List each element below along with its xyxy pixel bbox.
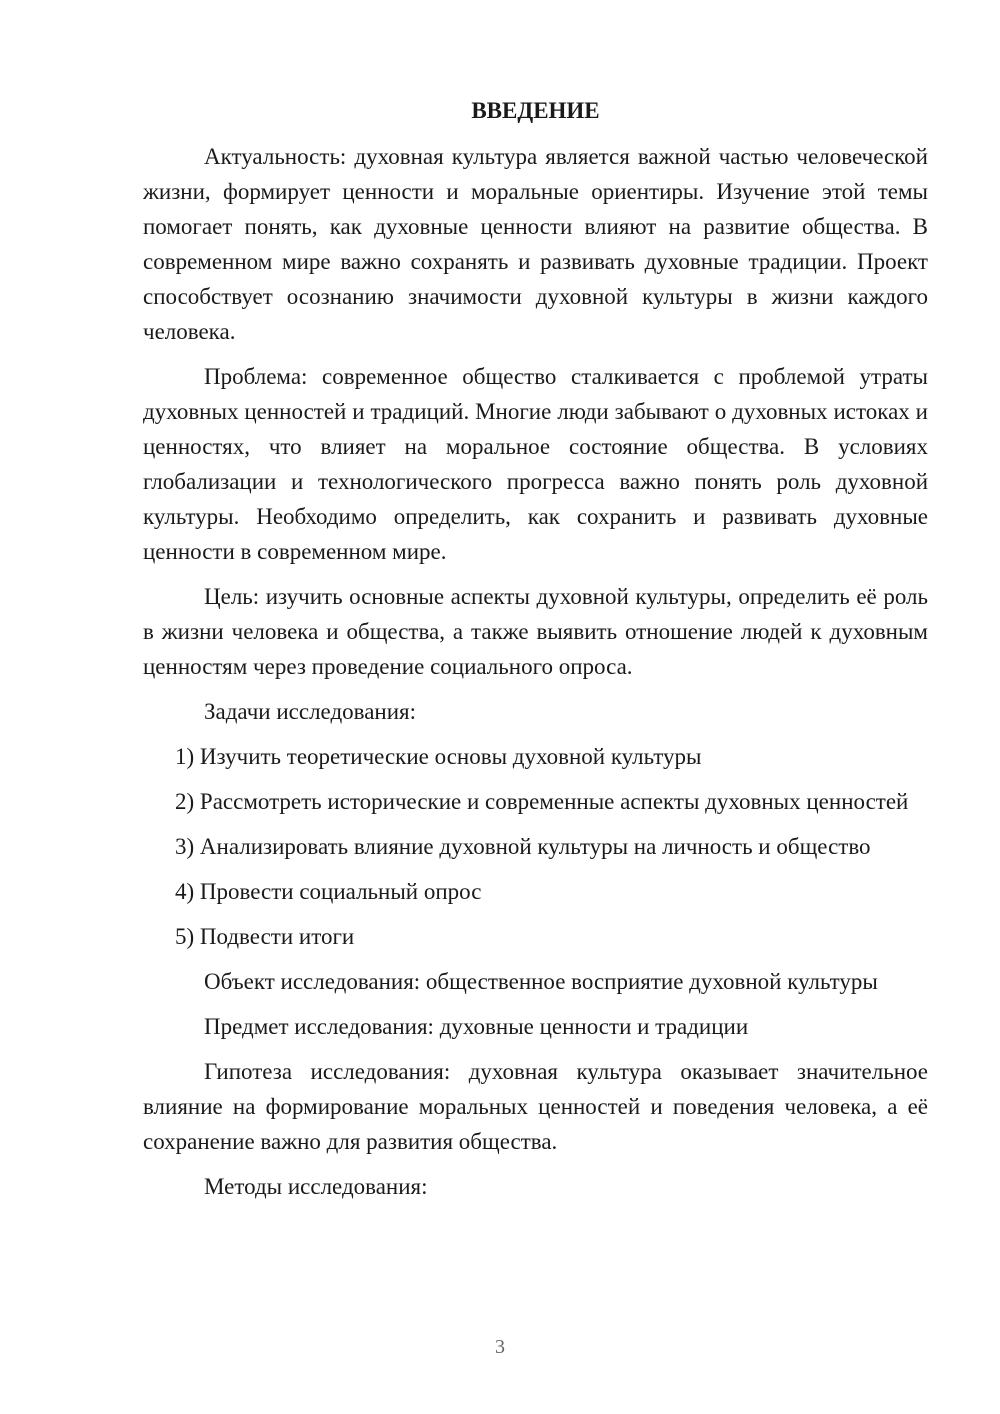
tasks-title: Задачи исследования:	[204, 699, 417, 724]
hypothesis-paragraph: Гипотеза исследования: духовная культура оказывает значительное влияние на формирование моральных ценностей и поведения человека, а её сохранение важно для развития общества.	[143, 1059, 928, 1154]
object-paragraph: Объект исследования: общественное восприятие духовной культуры	[204, 969, 878, 994]
task-item: 5) Подвести итоги	[175, 924, 355, 949]
task-item: 3) Анализировать влияние духовной культуры на личность и общество	[175, 834, 871, 859]
task-item: 4) Провести социальный опрос	[175, 879, 482, 904]
goal-paragraph: Цель: изучить основные аспекты духовной культуры, определить её роль в жизни человека и общества, а также выявить отношение людей к духовным ценностям через проведение социального опроса.	[143, 584, 928, 679]
task-item: 2) Рассмотреть исторические и современные аспекты духовных ценностей	[175, 789, 909, 814]
methods-paragraph: Методы исследования:	[204, 1174, 428, 1199]
section-heading: ВВЕДЕНИЕ	[471, 98, 600, 123]
task-item: 1) Изучить теоретические основы духовной культуры	[175, 744, 702, 769]
problem-paragraph: Проблема: современное общество сталкивается с проблемой утраты духовных ценностей и традиций. Многие люди забывают о духовных истоках и ценностях, что влияет на моральное состояние общества. В условиях глобализации и технологического прогресса важно понять роль духовной культуры. Необходимо определить, как сохранить и развивать духовные ценности в современном мире.	[143, 364, 928, 564]
relevance-paragraph: Актуальность: духовная культура является важной частью человеческой жизни, формирует ценности и моральные ориентиры. Изучение этой темы помогает понять, как духовные ценности влияют на развитие общества. В современном мире важно сохранять и развивать духовные традиции. Проект способствует осознанию значимости духовной культуры в жизни каждого человека.	[143, 144, 928, 344]
page-number: 3	[495, 1336, 505, 1358]
subject-paragraph: Предмет исследования: духовные ценности и традиции	[204, 1014, 749, 1039]
page-content	[143, 96, 928, 1214]
